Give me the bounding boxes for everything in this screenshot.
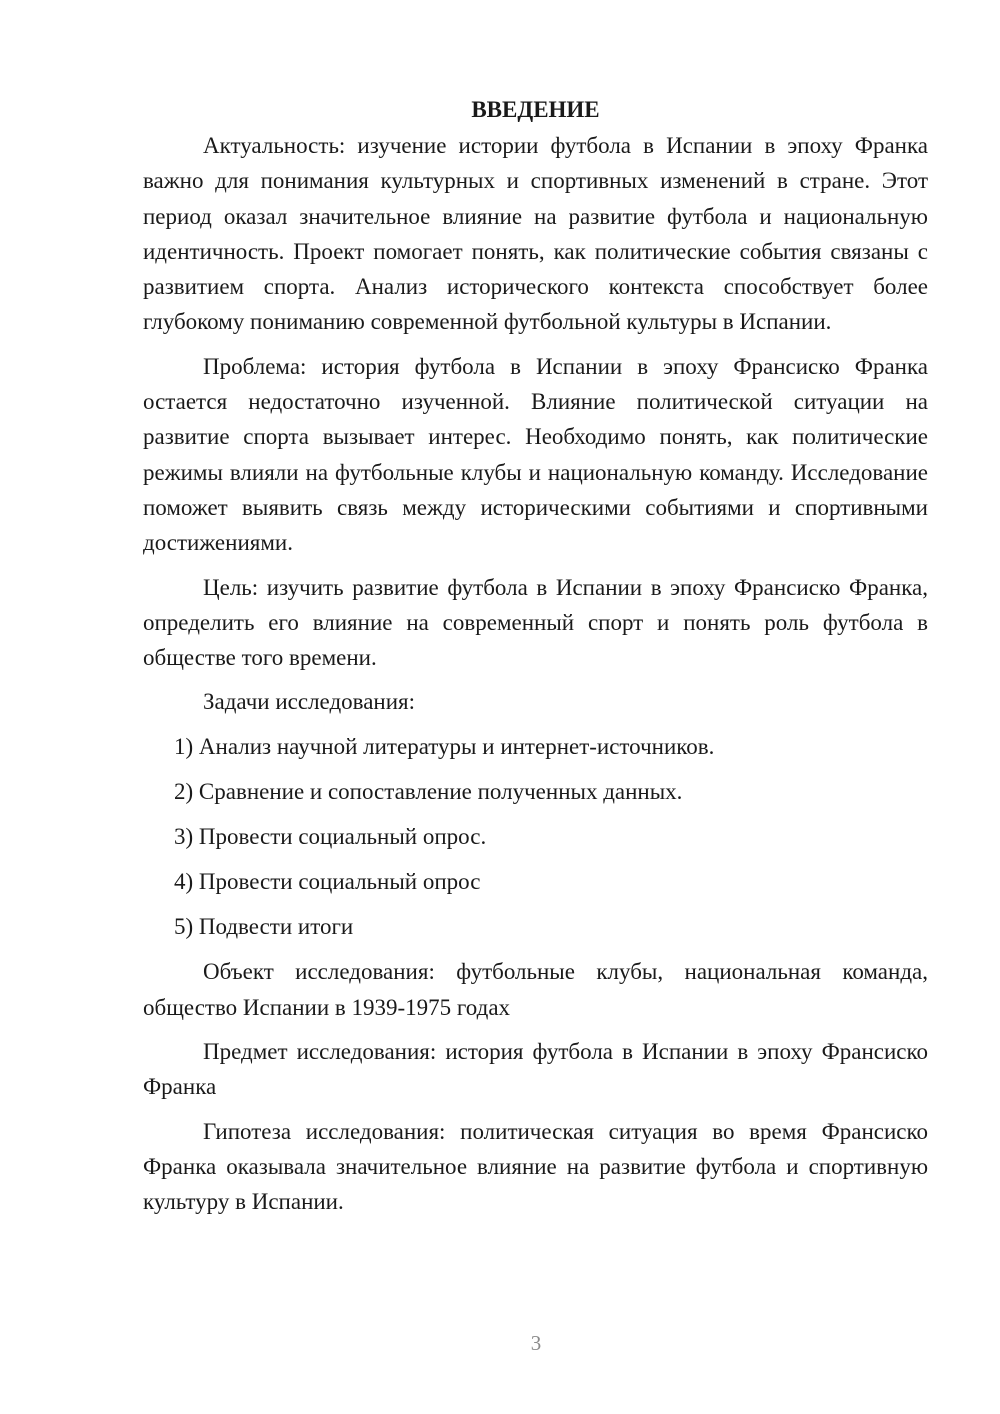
- hypothesis-paragraph: Гипотеза исследования: политическая ситуация во время Франсиско Франка оказывала значительное влияние на развитие футбола и спортивную культуру в Испании.: [143, 1118, 928, 1215]
- task-item: 1) Анализ научной литературы и интернет-источников.: [174, 734, 715, 760]
- relevance-paragraph: Актуальность: изучение истории футбола в Испании в эпоху Франка важно для понимания культурных и спортивных изменений в стране. Этот период оказал значительное влияние на развитие футбола и национальную идентичность. Проект помогает понять, как политические события связаны с развитием спорта. Анализ исторического контекста способствует более глубокому пониманию современной футбольной культуры в Испании.: [143, 133, 928, 335]
- task-item: 4) Провести социальный опрос: [174, 869, 481, 895]
- tasks-heading: Задачи исследования:: [203, 689, 416, 715]
- tasks-list: [143, 729, 928, 944]
- section-title: ВВЕДЕНИЕ: [471, 97, 600, 122]
- task-item: 5) Подвести итоги: [174, 914, 354, 940]
- task-item: 2) Сравнение и сопоставление полученных данных.: [174, 779, 683, 805]
- document-page: [143, 92, 928, 1229]
- goal-paragraph: Цель: изучить развитие футбола в Испании в эпоху Франсиско Франка, определить его влияние на современный спорт и понять роль футбола в обществе того времени.: [143, 574, 928, 671]
- object-paragraph: Объект исследования: футбольные клубы, национальная команда, общество Испании в 1939-1975 годах: [143, 959, 928, 1020]
- task-item: 3) Провести социальный опрос.: [174, 824, 487, 850]
- subject-paragraph: Предмет исследования: история футбола в Испании в эпоху Франсиско Франка: [143, 1039, 928, 1100]
- page-number: 3: [530, 1331, 542, 1355]
- problem-paragraph: Проблема: история футбола в Испании в эпоху Франсиско Франка остается недостаточно изученной. Влияние политической ситуации на развитие спорта вызывает интерес. Необходимо понять, как политические режимы влияли на футбольные клубы и национальную команду. Исследование поможет выявить связь между историческими событиями и спортивными достижениями.: [143, 353, 928, 556]
